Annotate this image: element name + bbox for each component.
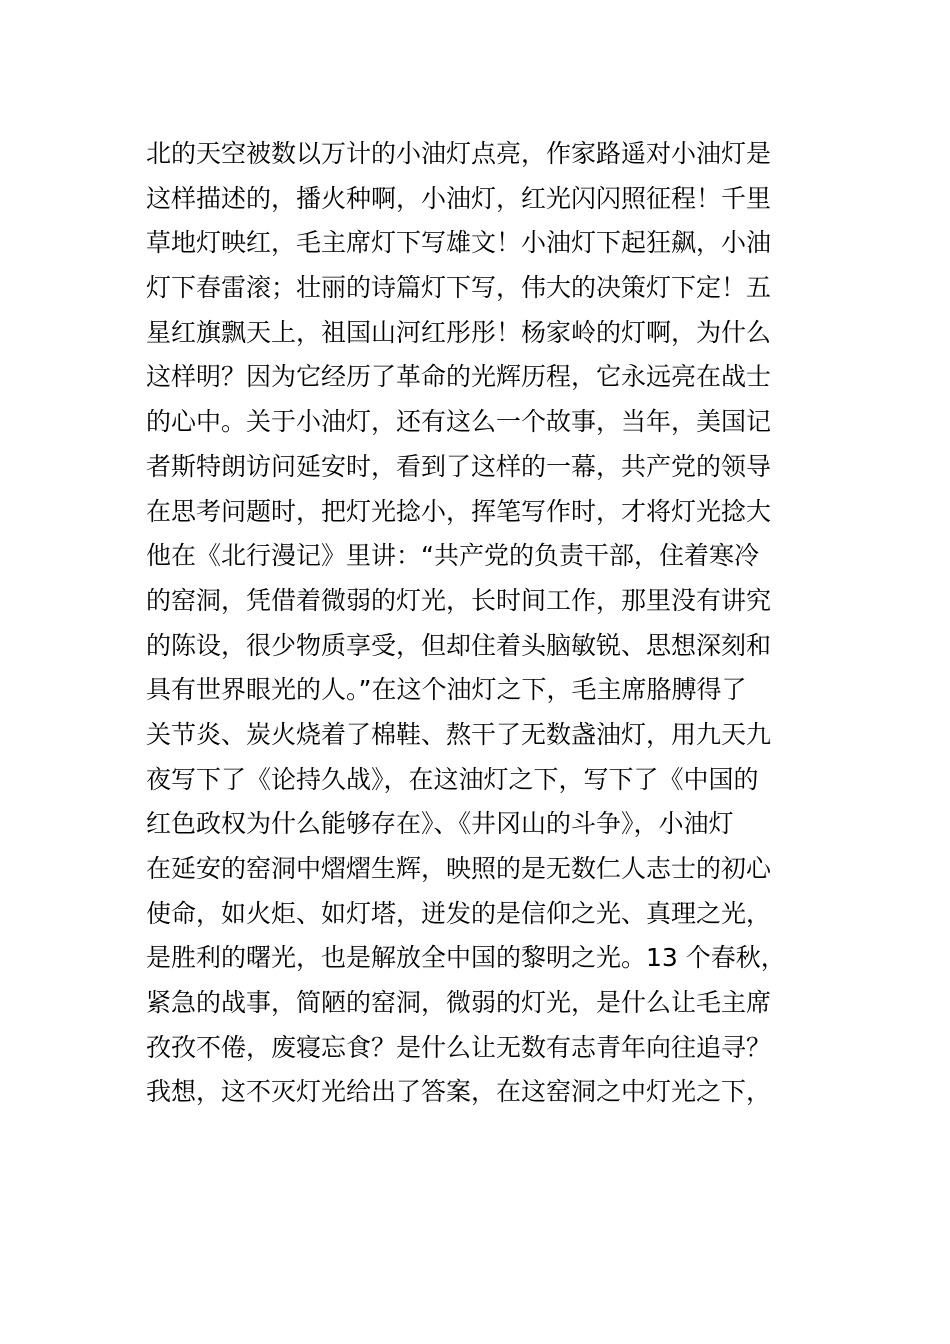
text-line: 的窑洞，凭借着微弱的灯光，长时间工作，那里没有讲究 — [146, 585, 772, 615]
body-text — [146, 132, 816, 1115]
text-line: 红色政权为什么能够存在》、《井冈山的斗争》，小油灯 — [146, 809, 734, 839]
text-line: 使命，如火炬、如灯塔，迸发的是信仰之光、真理之光， — [146, 898, 772, 928]
text-line: 这样明？因为它经历了革命的光辉历程，它永远亮在战士 — [146, 362, 772, 392]
text-line: 灯下春雷滚；壮丽的诗篇灯下写，伟大的决策灯下定！五 — [146, 273, 772, 303]
text-line: 在延安的窑洞中熠熠生辉，映照的是无数仁人志士的初心 — [146, 854, 772, 883]
text-line: 星红旗飘天上，祖国山河红彤彤！杨家岭的灯啊，为什么 — [146, 317, 772, 347]
text-line: 者斯特朗访问延安时，看到了这样的一幕，共产党的领导 — [146, 451, 772, 481]
text-line: 北的天空被数以万计的小油灯点亮，作家路遥对小油灯是 — [146, 139, 772, 168]
text-line: 在思考问题时，把灯光捻小，挥笔写作时，才将灯光捻大 — [146, 496, 772, 526]
text-line: 草地灯映红，毛主席灯下写雄文！小油灯下起狂飙，小油 — [146, 228, 772, 258]
text-line: 孜孜不倦，废寝忘食？是什么让无数有志青年向往追寻？ — [146, 1032, 772, 1062]
text-line: 我想，这不灭灯光给出了答案，在这窑洞之中灯光之下， — [146, 1077, 772, 1107]
text-line: 关节炎、炭火烧着了棉鞋、熬干了无数盏油灯，用九天九 — [146, 719, 772, 749]
text-line: 具有世界眼光的人。”在这个油灯之下，毛主席胳膊得了 — [146, 675, 747, 705]
text-line: 是胜利的曙光，也是解放全中国的黎明之光。13 个春秋， — [146, 943, 786, 973]
text-line: 他在《北行漫记》里讲：“共产党的负责干部，住着寒冷 — [146, 541, 759, 571]
text-line: 夜写下了《论持久战》，在这油灯之下，写下了《中国的 — [146, 764, 759, 794]
text-line: 紧急的战事，简陋的窑洞，微弱的灯光，是什么让毛主席 — [146, 988, 772, 1018]
text-line: 的心中。关于小油灯，还有这么一个故事，当年，美国记 — [146, 407, 772, 437]
text-line: 这样描述的，播火种啊，小油灯，红光闪闪照征程！千里 — [146, 183, 772, 213]
text-line: 的陈设，很少物质享受，但却住着头脑敏锐、思想深刻和 — [146, 630, 772, 660]
